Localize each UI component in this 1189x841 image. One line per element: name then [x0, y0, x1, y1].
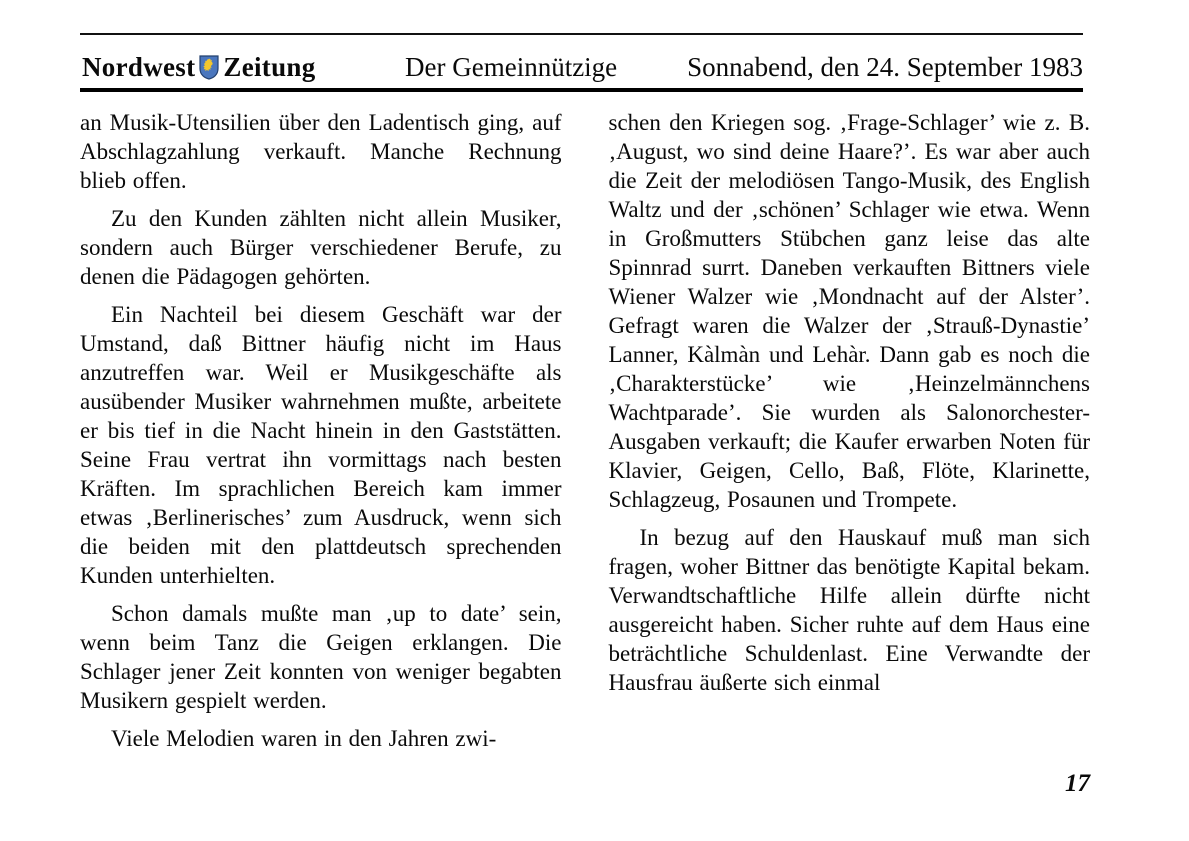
article-column-right — [609, 108, 1091, 753]
masthead-rule — [80, 88, 1083, 92]
article-body — [80, 108, 1090, 753]
brand-name-left: Nordwest — [82, 52, 196, 82]
coat-of-arms-shield-icon — [199, 54, 219, 79]
page-number: 17 — [1065, 770, 1090, 797]
paragraph: Viele Melodien waren in den Jahren zwi- — [111, 726, 497, 751]
masthead — [80, 50, 1083, 86]
paragraph: Ein Nachteil bei diesem Geschäft war der Umstand, daß Bittner häufig nicht im Haus anzutreffen war. Weil er Musikgeschäfte als ausübender Musiker wahrnehmen mußte, arbeitete er bis tief in die Nacht hinein in den Gaststätten. Seine Frau vertrat ihn vormittags nach besten Kräften. Im sprachlichen Bereich kam immer etwas ‚Berlinerisches’ zum Ausdruck, wenn sich die beiden mit den plattdeutsch sprechenden Kunden unterhielten. — [80, 302, 562, 588]
newspaper-brand — [82, 50, 316, 84]
edition-date: Sonnabend, den 24. September 1983 — [687, 52, 1083, 82]
paragraph: an Musik-Utensilien über den Ladentisch ging, auf Abschlagzahlung verkauft. Manche Rechnung blieb offen. — [80, 110, 562, 193]
paragraph: Zu den Kunden zählten nicht allein Musiker, sondern auch Bürger verschiedener Berufe, zu denen die Pädagogen gehörten. — [80, 206, 562, 289]
paragraph: Schon damals mußte man ‚up to date’ sein, wenn beim Tanz die Geigen erklangen. Die Schlager jener Zeit konnten von weniger begabten Musikern gespielt werden. — [80, 601, 562, 713]
page-section-title: Der Gemeinnützige — [405, 52, 618, 82]
paragraph: schen den Kriegen sog. ‚Frage-Schlager’ wie z. B. ‚August, wo sind deine Haare?’. Es war aber auch die Zeit der melodiösen Tango-Musik, des English Waltz und der ‚schönen’ Schlager wie etwa. Wenn in Großmutters Stübchen ganz leise das alte Spinnrad surrt. Daneben verkauften Bittners viele Wiener Walzer wie ‚Mondnacht auf der Alster’. Gefragt waren die Walzer der ‚Strauß-Dynastie’ Lanner, Kàlmàn und Lehàr. Dann gab es noch die ‚Charakterstücke’ wie ‚Heinzelmännchens Wachtparade’. Sie wurden als Salonorchester-Ausgaben verkauft; die Kaufer erwarben Noten für Klavier, Geigen, Cello, Baß, Flöte, Klarinette, Schlagzeug, Posaunen und Trompete. — [608, 110, 1090, 512]
article-column-left — [80, 108, 562, 753]
top-rule — [80, 33, 1083, 35]
paragraph: In bezug auf den Hauskauf muß man sich fragen, woher Bittner das benötigte Kapital bekam. Verwandtschaftliche Hilfe allein dürfte nicht ausgereicht haben. Sicher ruhte auf dem Haus eine beträchtliche Schuldenlast. Eine Verwandte der Hausfrau äußerte sich einmal — [608, 525, 1090, 695]
brand-name-right: Zeitung — [223, 52, 316, 82]
